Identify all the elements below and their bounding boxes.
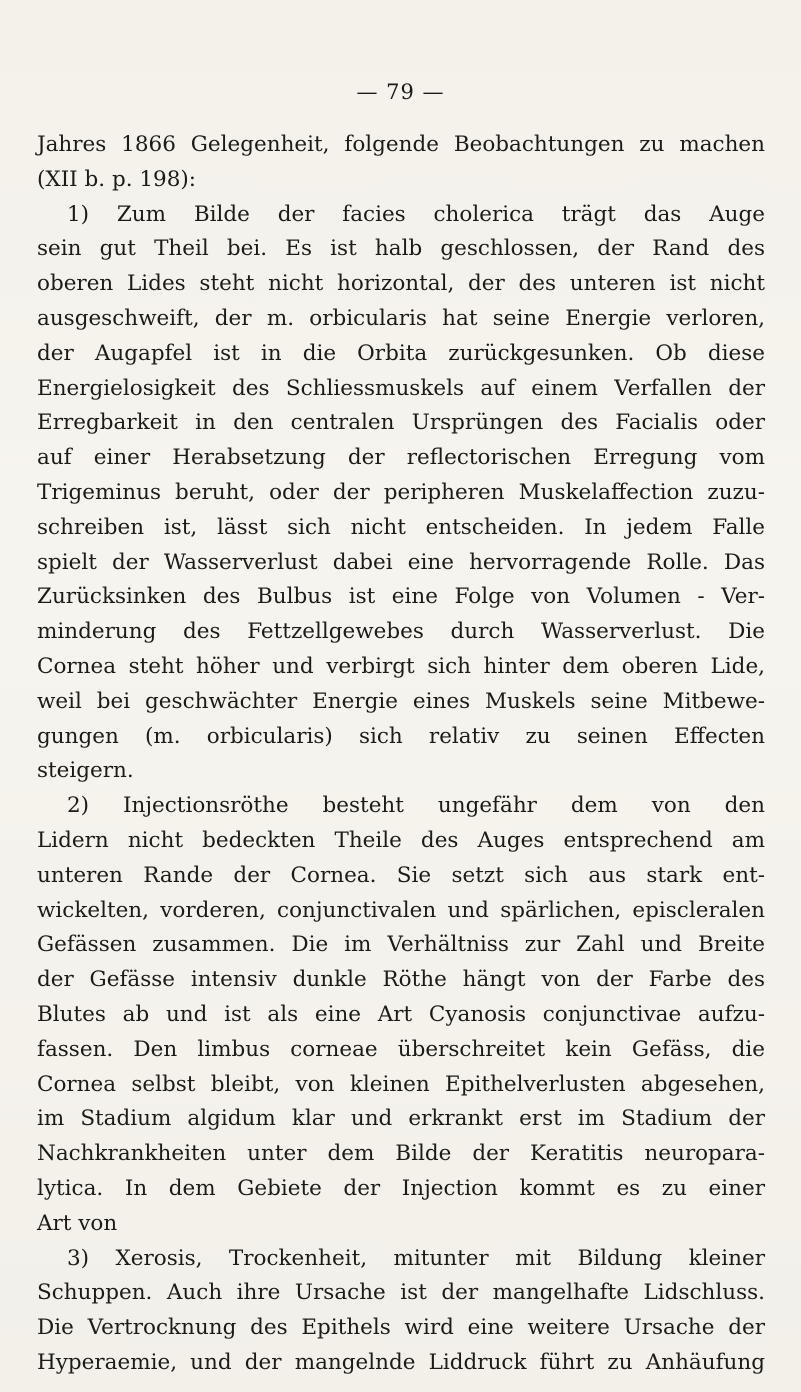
text-line: Gefässen zusammen. Die im Verhältniss zur Zahl und Breite [37,932,765,958]
text-line: unteren Rande der Cornea. Sie setzt sich aus stark ent- [37,862,765,888]
paragraph-start-line: 3) Xerosis, Trockenheit, mitunter mit Bildung kleiner [67,1245,765,1271]
text-line: weil bei geschwächter Energie eines Muskels seine Mitbewe- [37,688,765,714]
text-line: Die Vertrocknung des Epithels wird eine weitere Ursache der [37,1315,765,1341]
text-line: (XII b. p. 198): [37,166,197,192]
text-line: Cornea selbst bleibt, von kleinen Epithelverlusten abgesehen, [37,1071,765,1097]
text-line: spielt der Wasserverlust dabei eine hervorragende Rolle. Das [37,549,765,575]
text-line: Schuppen. Auch ihre Ursache ist der mangelhafte Lidschluss. [37,1280,765,1306]
text-line: im Stadium algidum klar und erkrankt erst im Stadium der [37,1106,765,1132]
text-line: fassen. Den limbus corneae überschreitet kein Gefäss, die [37,1036,765,1062]
paragraph-start-line: 2) Injectionsröthe besteht ungefähr dem von den [67,793,765,819]
text-line: Hyperaemie, und der mangelnde Liddruck führt zu Anhäufung [37,1349,765,1375]
text-line: gungen (m. orbicularis) sich relativ zu seinen Effecten [37,723,765,749]
body-text [37,128,765,1381]
text-line: Erregbarkeit in den centralen Ursprüngen des Facialis oder [37,410,765,436]
text-line: Zurücksinken des Bulbus ist eine Folge von Volumen - Ver- [37,584,765,610]
text-line: Jahres 1866 Gelegenheit, folgende Beobachtungen zu machen [37,132,765,157]
text-line: Blutes ab und ist als eine Art Cyanosis conjunctivae aufzu- [37,1001,765,1027]
text-line: auf einer Herabsetzung der reflectorischen Erregung vom [37,445,765,471]
text-line: Energielosigkeit des Schliessmuskels auf einem Verfallen der [37,375,765,401]
text-line: lytica. In dem Gebiete der Injection kommt es zu einer [37,1175,765,1201]
text-line: schreiben ist, lässt sich nicht entscheiden. In jedem Falle [37,514,765,540]
text-line: sein gut Theil bei. Es ist halb geschlossen, der Rand des [37,236,765,262]
text-line: Nachkrankheiten unter dem Bilde der Keratitis neuropara- [37,1141,765,1167]
text-line: Art von [37,1210,118,1236]
text-line: oberen Lides steht nicht horizontal, der des unteren ist nicht [37,271,765,297]
text-line: Trigeminus beruht, oder der peripheren Muskelaffection zuzu- [37,479,765,505]
text-line: wickelten, vorderen, conjunctivalen und spärlichen, episcleralen [37,897,765,923]
text-line: der Augapfel ist in die Orbita zurückgesunken. Ob diese [37,340,765,366]
page-number: — 79 — [356,80,445,104]
paragraph-start-line: 1) Zum Bilde der facies cholerica trägt das Auge [67,201,765,227]
text-line: der Gefässe intensiv dunkle Röthe hängt von der Farbe des [37,967,765,993]
text-line: steigern. [37,758,134,784]
text-line: Lidern nicht bedeckten Theile des Auges entsprechend am [37,827,765,853]
text-line: minderung des Fettzellgewebes durch Wasserverlust. Die [37,619,765,645]
text-line: ausgeschweift, der m. orbicularis hat seine Energie verloren, [37,305,765,331]
text-line: Cornea steht höher und verbirgt sich hinter dem oberen Lide, [37,653,765,679]
